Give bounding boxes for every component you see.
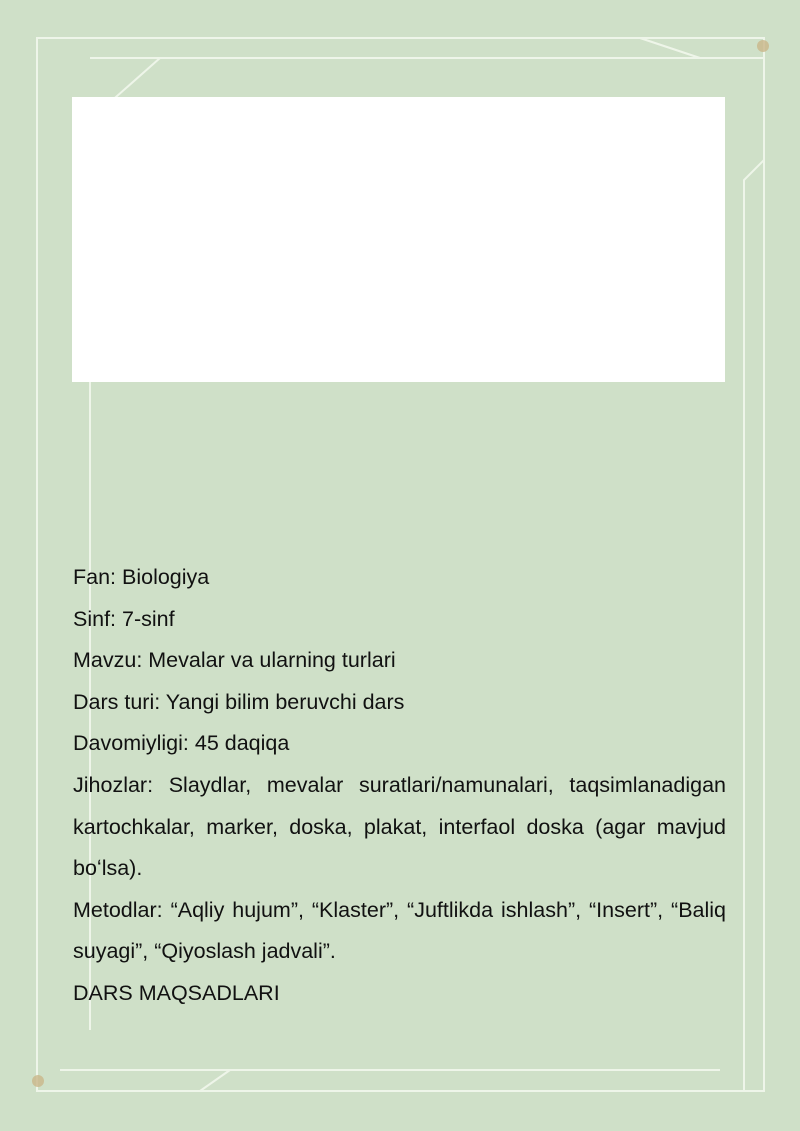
right-inner-line bbox=[744, 160, 764, 1091]
methods-paragraph: Metodlar: “Aqliy hujum”, “Klaster”, “Juftlikda ishlash”, “Insert”, “Baliq suyagi”, “Qiyoslash jadvali”. bbox=[73, 897, 726, 964]
bottom-diagonal-line bbox=[200, 1070, 230, 1091]
objectives-heading: DARS MAQSADLARI bbox=[73, 980, 280, 1005]
title-image-placeholder bbox=[72, 97, 725, 382]
lesson-type-line: Dars turi: Yangi bilim beruvchi dars bbox=[73, 689, 405, 714]
bottom-left-dot bbox=[32, 1075, 44, 1087]
topic-line: Mavzu: Mevalar va ularning turlari bbox=[73, 648, 396, 673]
top-right-diagonal-line bbox=[640, 38, 700, 58]
grade-line: Sinf: 7-sinf bbox=[73, 606, 175, 631]
lesson-info bbox=[73, 557, 726, 1015]
top-right-dot bbox=[757, 40, 769, 52]
equipment-paragraph: Jihozlar: Slaydlar, mevalar suratlari/namunalari, taqsimlanadigan kartochkalar, marker, doska, plakat, interfaol doska (agar mavjud boʻlsa). bbox=[73, 772, 726, 881]
duration-line: Davomiyligi: 45 daqiqa bbox=[73, 731, 290, 756]
subject-line: Fan: Biologiya bbox=[73, 565, 210, 589]
